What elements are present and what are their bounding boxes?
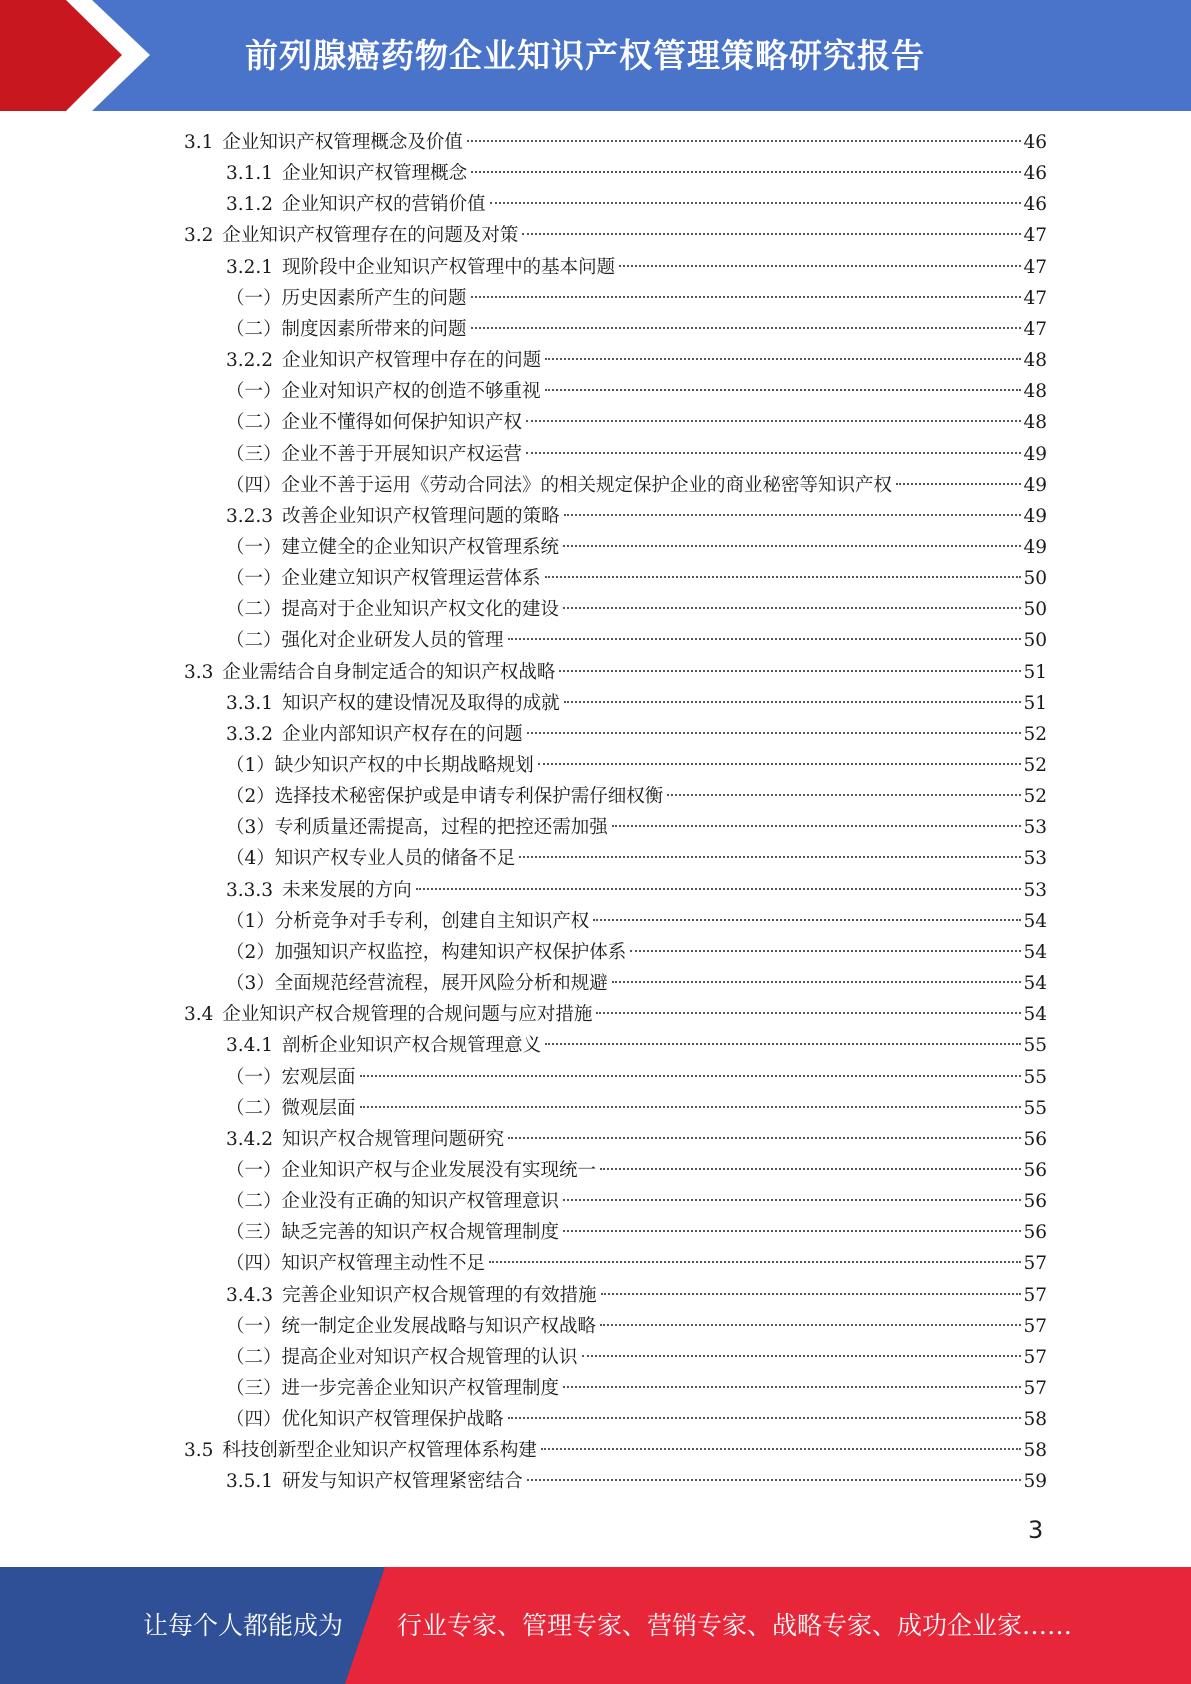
toc-entry-page: 56 [1023, 1159, 1047, 1181]
toc-entry[interactable] [184, 657, 1047, 688]
toc-entry-number: 3.5.1 [226, 1471, 274, 1493]
toc-dot-leader [896, 483, 1021, 485]
toc-entry-title: （四）企业不善于运用《劳动合同法》的相关规定保护企业的商业秘密等知识产权 [226, 474, 893, 496]
toc-entry-number: 3.3 [184, 661, 214, 683]
toc-entry[interactable] [226, 376, 1047, 407]
toc-entry-page: 49 [1023, 443, 1047, 465]
toc-dot-leader [630, 950, 1021, 952]
toc-entry[interactable] [226, 1062, 1047, 1093]
toc-entry-number: 3.4.1 [226, 1035, 274, 1057]
toc-entry-number: 3.4.3 [226, 1284, 274, 1306]
toc-entry-page: 47 [1023, 287, 1047, 309]
toc-entry-title: 科技创新型企业知识产权管理体系构建 [222, 1440, 537, 1462]
page-footer [0, 1567, 1191, 1684]
toc-entry-title: （二）提高企业对知识产权合规管理的认识 [226, 1346, 578, 1368]
toc-entry-page: 49 [1023, 474, 1047, 496]
toc-entry-page: 48 [1023, 412, 1047, 434]
page-number: 3 [1028, 1516, 1044, 1544]
toc-entry[interactable] [226, 968, 1047, 999]
toc-entry-page: 59 [1023, 1471, 1047, 1493]
toc-entry-title: （2）加强知识产权监控，构建知识产权保护体系 [226, 941, 627, 963]
toc-entry-page: 47 [1023, 318, 1047, 340]
toc-entry[interactable] [226, 470, 1047, 501]
toc-entry-title: （四）优化知识产权管理保护战略 [226, 1409, 504, 1431]
toc-dot-leader [545, 358, 1021, 360]
toc-entry-page: 52 [1023, 786, 1047, 808]
toc-dot-leader [360, 1075, 1022, 1077]
toc-entry[interactable] [226, 1030, 1047, 1061]
toc-entry-title: 研发与知识产权管理紧密结合 [282, 1471, 523, 1493]
toc-dot-leader [538, 763, 1022, 765]
toc-entry[interactable] [226, 158, 1047, 189]
toc-dot-leader [508, 1137, 1021, 1139]
toc-entry-title: （一）企业对知识产权的创造不够重视 [226, 381, 541, 403]
toc-dot-leader [563, 1386, 1021, 1388]
toc-entry-page: 58 [1023, 1409, 1047, 1431]
toc-entry-title: 现阶段中企业知识产权管理中的基本问题 [282, 256, 616, 278]
toc-dot-leader [545, 1043, 1021, 1045]
toc-entry[interactable] [226, 719, 1047, 750]
toc-entry-page: 56 [1023, 1128, 1047, 1150]
toc-dot-leader [545, 576, 1022, 578]
toc-dot-leader [563, 607, 1021, 609]
toc-entry-page: 52 [1023, 723, 1047, 745]
toc-entry-title: 企业知识产权管理中存在的问题 [282, 350, 542, 372]
toc-entry-page: 53 [1023, 848, 1047, 870]
toc-dot-leader [416, 888, 1022, 890]
toc-entry-title: （一）宏观层面 [226, 1066, 356, 1088]
toc-entry-number: 3.4.2 [226, 1128, 274, 1150]
toc-entry-page: 55 [1023, 1066, 1047, 1088]
toc-entry-title: （一）建立健全的企业知识产权管理系统 [226, 536, 560, 558]
toc-dot-leader [601, 1293, 1022, 1295]
toc-entry-title: 知识产权合规管理问题研究 [282, 1128, 505, 1150]
toc-dot-leader [508, 638, 1022, 640]
toc-entry-page: 48 [1023, 381, 1047, 403]
toc-entry-page: 50 [1023, 599, 1047, 621]
footer-slogan-left: 让每个人都能成为 [143, 1611, 344, 1640]
toc-entry-page: 57 [1023, 1346, 1047, 1368]
toc-entry-title: 企业需结合自身制定适合的知识产权战略 [222, 661, 556, 683]
toc-entry-number: 3.1.1 [226, 163, 274, 185]
toc-entry-page: 47 [1023, 225, 1047, 247]
toc-entry[interactable] [226, 283, 1047, 314]
toc-entry[interactable] [226, 501, 1047, 532]
toc-entry-number: 3.3.3 [226, 879, 274, 901]
toc-entry[interactable] [226, 1217, 1047, 1248]
toc-dot-leader [612, 981, 1022, 983]
toc-entry-title: （二）强化对企业研发人员的管理 [226, 630, 504, 652]
toc-entry-title: 剖析企业知识产权合规管理意义 [282, 1035, 542, 1057]
toc-entry-number: 3.1.2 [226, 194, 274, 216]
toc-entry-title: 企业内部知识产权存在的问题 [282, 723, 523, 745]
toc-entry-title: （二）企业没有正确的知识产权管理意识 [226, 1191, 560, 1213]
toc-entry-page: 57 [1023, 1284, 1047, 1306]
toc-entry[interactable] [226, 1093, 1047, 1124]
toc-entry-number: 3.2 [184, 225, 214, 247]
toc-entry[interactable] [226, 937, 1047, 968]
toc-dot-leader [564, 701, 1022, 703]
toc-entry-title: 企业知识产权的营销价值 [282, 194, 486, 216]
toc-entry-title: （二）微观层面 [226, 1097, 356, 1119]
toc-entry-title: 改善企业知识产权管理问题的策略 [282, 505, 560, 527]
toc-entry-title: （1）分析竞争对手专利，创建自主知识产权 [226, 910, 590, 932]
toc-entry-page: 47 [1023, 256, 1047, 278]
toc-entry-title: （四）知识产权管理主动性不足 [226, 1253, 486, 1275]
toc-dot-leader [541, 1448, 1022, 1450]
toc-entry[interactable] [226, 252, 1047, 283]
toc-entry-page: 55 [1023, 1097, 1047, 1119]
toc-entry-number: 3.3.1 [226, 692, 274, 714]
toc-entry-title: （一）企业建立知识产权管理运营体系 [226, 568, 541, 590]
toc-entry[interactable] [226, 532, 1047, 563]
toc-entry[interactable] [226, 625, 1047, 656]
toc-entry-number: 3.2.2 [226, 350, 274, 372]
toc-dot-leader [527, 732, 1022, 734]
toc-entry-page: 52 [1023, 755, 1047, 776]
toc-dot-leader [596, 1012, 1021, 1014]
toc-entry-number: 3.2.3 [226, 505, 274, 527]
toc-entry-number: 3.5 [184, 1440, 214, 1462]
toc-entry-page: 46 [1023, 163, 1047, 185]
toc-entry[interactable] [226, 407, 1047, 438]
toc-entry-number: 3.3.2 [226, 723, 274, 745]
toc-entry[interactable] [226, 1248, 1047, 1279]
toc-entry-page: 49 [1023, 536, 1047, 558]
toc-entry-title: （三）进一步完善企业知识产权管理制度 [226, 1378, 560, 1399]
toc-entry-page: 51 [1023, 692, 1047, 714]
toc-entry[interactable] [226, 1342, 1047, 1373]
toc-dot-leader [667, 794, 1021, 796]
toc-entry[interactable] [226, 812, 1047, 843]
toc-dot-leader [471, 296, 1022, 298]
toc-entry-title: （一）企业知识产权与企业发展没有实现统一 [226, 1159, 597, 1181]
toc-dot-leader [489, 1261, 1021, 1263]
toc-entry-title: （一）统一制定企业发展战略与知识产权战略 [226, 1315, 597, 1337]
toc-entry[interactable] [226, 563, 1047, 594]
toc-entry-title: （3）专利质量还需提高，过程的把控还需加强 [226, 817, 608, 839]
toc-entry-title: （二）企业不懂得如何保护知识产权 [226, 412, 523, 434]
toc-entry[interactable] [184, 999, 1047, 1030]
toc-dot-leader [619, 265, 1021, 267]
toc-entry-title: （2）选择技术秘密保护或是申请专利保护需仔细权衡 [226, 786, 664, 808]
toc-entry[interactable] [226, 906, 1047, 937]
toc-entry[interactable] [226, 1155, 1047, 1186]
toc-dot-leader [360, 1106, 1022, 1108]
toc-entry[interactable] [184, 220, 1047, 251]
toc-entry-page: 48 [1023, 350, 1047, 372]
toc-entry[interactable] [226, 1404, 1047, 1435]
toc-entry[interactable] [226, 189, 1047, 220]
toc-entry-page: 57 [1023, 1378, 1047, 1399]
toc-dot-leader [545, 389, 1022, 391]
toc-entry-page: 53 [1023, 879, 1047, 901]
toc-dot-leader [564, 514, 1022, 516]
toc-dot-leader [582, 1355, 1022, 1357]
toc-entry-page: 50 [1023, 568, 1047, 590]
toc-entry-title: （二）提高对于企业知识产权文化的建设 [226, 599, 560, 621]
toc-dot-leader [563, 1199, 1021, 1201]
toc-entry-page: 49 [1023, 505, 1047, 527]
toc-entry[interactable] [226, 1280, 1047, 1311]
toc-entry-title: 知识产权的建设情况及取得的成就 [282, 692, 560, 714]
toc-dot-leader [600, 1324, 1021, 1326]
toc-dot-leader [612, 825, 1022, 827]
toc-dot-leader [526, 420, 1021, 422]
toc-entry[interactable] [226, 1466, 1047, 1497]
toc-dot-leader [467, 140, 1022, 142]
toc-entry-title: 未来发展的方向 [282, 879, 412, 901]
toc-entry[interactable] [226, 345, 1047, 376]
toc-entry-page: 56 [1023, 1191, 1047, 1213]
toc-entry-page: 54 [1023, 973, 1047, 995]
page-header [0, 0, 1191, 111]
toc-entry-number: 3.4 [184, 1004, 214, 1026]
toc-entry-title: （4）知识产权专业人员的储备不足 [226, 848, 516, 870]
toc-entry-page: 46 [1023, 194, 1047, 216]
toc-dot-leader [527, 1479, 1022, 1481]
toc-entry[interactable] [226, 1124, 1047, 1155]
toc-entry-title: 企业知识产权管理存在的问题及对策 [222, 225, 519, 247]
toc-entry[interactable] [184, 1435, 1047, 1466]
toc-entry[interactable] [226, 781, 1047, 812]
toc-entry[interactable] [226, 314, 1047, 345]
toc-entry-title: 企业知识产权管理概念 [282, 163, 468, 185]
toc-entry-title: （3）全面规范经营流程，展开风险分析和规避 [226, 973, 608, 995]
toc-entry-page: 54 [1023, 910, 1047, 932]
toc-entry-page: 53 [1023, 817, 1047, 839]
toc-entry-page: 51 [1023, 661, 1047, 683]
toc-dot-leader [563, 545, 1021, 547]
toc-dot-leader [526, 452, 1021, 454]
toc-entry-title: （三）企业不善于开展知识产权运营 [226, 443, 523, 465]
toc-dot-leader [490, 202, 1022, 204]
toc-dot-leader [471, 327, 1022, 329]
toc-dot-leader [519, 856, 1021, 858]
toc-entry-title: （1）缺少知识产权的中长期战略规划 [226, 755, 534, 776]
toc-dot-leader [600, 1168, 1021, 1170]
footer-slogan-right: 行业专家、管理专家、营销专家、战略专家、成功企业家…… [397, 1611, 1073, 1640]
toc-entry[interactable] [226, 1311, 1047, 1342]
toc-entry-page: 54 [1023, 1004, 1047, 1026]
toc-entry[interactable] [226, 1373, 1047, 1404]
toc-dot-leader [593, 919, 1021, 921]
toc-entry-title: 完善企业知识产权合规管理的有效措施 [282, 1284, 597, 1306]
toc-entry-title: （一）历史因素所产生的问题 [226, 287, 467, 309]
toc-entry[interactable] [184, 127, 1047, 158]
toc-entry-page: 50 [1023, 630, 1047, 652]
toc-entry[interactable] [226, 843, 1047, 874]
toc-entry-page: 46 [1023, 132, 1047, 153]
toc-dot-leader [563, 1230, 1021, 1232]
toc-entry-title: （二）制度因素所带来的问题 [226, 318, 467, 340]
toc-dot-leader [522, 233, 1021, 235]
toc-entry-page: 58 [1023, 1440, 1047, 1462]
toc-entry[interactable] [226, 875, 1047, 906]
toc-entry[interactable] [226, 1186, 1047, 1217]
toc-entry-page: 57 [1023, 1315, 1047, 1337]
toc-entry[interactable] [226, 439, 1047, 470]
report-title: 前列腺癌药物企业知识产权管理策略研究报告 [245, 36, 925, 75]
toc-entry-number: 3.1 [184, 132, 214, 153]
toc-entry-page: 54 [1023, 941, 1047, 963]
toc-entry-title: 企业知识产权合规管理的合规问题与应对措施 [222, 1004, 593, 1026]
toc-entry-page: 55 [1023, 1035, 1047, 1057]
toc-entry[interactable] [226, 688, 1047, 719]
toc-entry-page: 57 [1023, 1253, 1047, 1275]
toc-dot-leader [471, 171, 1021, 173]
toc-entry[interactable] [226, 594, 1047, 625]
toc-entry[interactable] [226, 750, 1047, 781]
toc-entry-number: 3.2.1 [226, 256, 274, 278]
toc-dot-leader [508, 1417, 1022, 1419]
toc-dot-leader [559, 670, 1021, 672]
toc-entry-title: （三）缺乏完善的知识产权合规管理制度 [226, 1222, 560, 1244]
toc-entry-page: 56 [1023, 1222, 1047, 1244]
toc-entry-title: 企业知识产权管理概念及价值 [222, 132, 463, 153]
